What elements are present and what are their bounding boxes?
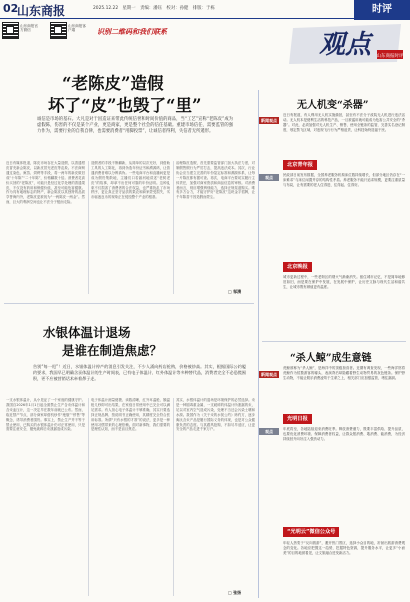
article1-headline-line2: 坏了“皮”也毁了“里” — [48, 96, 202, 115]
slogan: 识别二维码和我们联系 — [97, 28, 167, 36]
qr-code-right[interactable] — [50, 22, 67, 39]
newspaper-name: 山东商报 — [17, 4, 66, 18]
article2-col1: 一支水银体温计，从小见证了一个家庭的健康守护。我国自2026年1月1日起全面禁止生产含汞体温计和含汞血压计，这一决定早在数年前就已公布。然而，临近禁产节点，部分商家却借机炒作“绝版”“停售”等概念，诱导消费者囤货。事实上，禁止生产并不等于禁止使用，已购买的水银体温计仍可正常使用，只是需要注意安全，避免破碎后汞泄漏造成污染。 — [6, 398, 85, 432]
article1-author: □ 邹清 — [228, 289, 242, 294]
page-number: 02 — [3, 2, 19, 15]
logo-text: 观点 — [318, 30, 372, 60]
sidebar-a1-title: 无人机变“杀器” — [297, 100, 369, 111]
sidebar-sec1-tag: 观点 — [259, 174, 279, 181]
article2-headline-line2: 是谁在制造焦虑？ — [62, 343, 163, 358]
article2-headline-line1: 水银体温计退场 — [43, 325, 131, 340]
sidebar-a2-title: “杀人鲸”成生意链 — [290, 353, 372, 364]
article2-deck: 告别“每一甩”！近日，水银体温计停产的消息引发关注，不少人涌向药店抢购，价格被炒高。其实，根据国际公约履约要求，我国早已明确含汞体温计的生产时间表，已有电子体温计、红外体温计等多种替代品，消费者完全不必恐慌囤积，更不应被营销话术牵着鼻子走。 — [33, 364, 246, 381]
section-badge: 时评 — [354, 0, 410, 20]
article2-col3: 其实，水银体温计的退场是环境保护的必然选择。汞是一种剧毒重金属，一支破碎的体温计所泄漏的汞，足以对室内空气造成污染，处理不当还会污染土壤和水源。我国作为《关于汞的水俣公约》缔约方，逐步淘汰含汞产品是履行国际义务的体现，也是对公众健康负责的态度。与其跟风抢购，不如尽早适应，让更安全的产品走进千家万户。 — [176, 398, 255, 432]
article2-author: □ 张扬 — [228, 590, 242, 595]
sidebar-sec3-label: 光明日报 — [283, 414, 312, 424]
sidebar-a2-text: 虎鲸被称为“杀人鲸”，是海洋中的顶级掠食者。近期有调查发现，一些海洋馆将虎鲸作为招揽游客的噱头，表演背后却隐藏着野生动物贸易的灰色链条。保护野生动物，不能让娱乐消费凌驾于生命之上，相关部门应加强监管，堵住漏洞。 — [283, 366, 405, 380]
article2-col2: 电子体温计测量便捷、读数清晰，红外耳温枪、额温枪几秒即可出结果，在家庭日常使用中已完全可以满足需求。有人担心电子体温计不够准确，其实只要选择正规品牌、按说明书正确使用，其精度完全符合医用标准。所谓“只有水银的才准”的说法，更多是一种使用习惯带来的心理依赖。面对新事物，我们需要的是理性认知，而不是盲目焦虑。 — [91, 398, 170, 432]
article1-deck: 诚信是市场的基石。大凡是对于因造证来带此传统信誉和时间价值的商品，当“工艺”宣称“老陈皮”成为虚假陈，伤害的不仅是某个产业，更是商家，更是整个社会的信任基础。重建市场信任，需要监管的强力作为，需要行业的自我自律，也需要消费者“用脚投票”，让诚信者得利，失信者无所遁形。 — [37, 117, 233, 134]
logo-graphic-icon — [289, 22, 405, 66]
sidebar-sec2-label: 北京晚报 — [283, 262, 312, 272]
qr-code-left[interactable] — [2, 22, 19, 39]
column-logo — [289, 22, 405, 66]
sidebar-a1-tag: 新闻观点 — [261, 118, 277, 123]
article1-col3: 治理陈皮造假，首先需要监管部门加大执法力度，对制假售假行为严厉打击，提高违法成本。其次，行业协会应当建立完善的年份鉴定标准和溯源体系，让每一片陈皮都有据可查。再次，电商平台要切实履行主体责任，加强对商家资质和商品信息的审核。对消费者而言，则应增强辨别能力，选择正规渠道购买。唯有多方合力，才能守护好“老陈皮”这块金字招牌，让千年陈香不因造假而蒙尘。 — [176, 161, 255, 200]
sidebar-sec2-text: 城市更新过程中，一些老街区的烟火气渐渐消失。留住城市记忆，不是简单地修旧如旧，而是要在保护中发展，在发展中保护，让历史文脉与现代生活和谐共生，让城市既有颜值更有温度。 — [283, 275, 405, 289]
sidebar-sec1-label: 北京青年报 — [283, 160, 317, 170]
article1-col2: 造假者的手段不断翻新，从简单的以次充好，到借助工具的人工陈化，再到伪造年份证书和溯源码，让普通消费者难以分辨真伪。一些电商平台和直播间更是成为假货集散地，主播们口若悬河地讲述“老树老皮”的故事，却拿不出任何可靠的年份证明。这种乱象不仅损害了消费者的合法权益，也严重扰乱了市场秩序，更让真正坚守品质的果农和商家蒙受损失，劣币驱逐良币的现象正在侵蚀整个产业的根基。 — [91, 161, 170, 200]
column-divider — [173, 161, 174, 294]
sidebar-a2-tag: 新闻观点 — [261, 372, 277, 377]
article1-col1: 近日有媒体报道，陈皮市场存在大量造假，以普通柑皮冒充新会陈皮，以新皮冒充老皮等乱象。不法商贩通过染色、熏蒸、烘烤等手段，将一两年的新皮做旧成“十年陈”“二十年陈”，价格翻数十倍。消费者花高价买回的“老陈皮”，可能只是经过化学处理的普通果皮，不仅没有药用和保健价值，甚至可能危害健康。作为具有地理标志的特产，新会陈皮以其独特的品质享誉海内外，老陈皮更被视为“一两陈皮一两金”。然而，巨大的利润空间也让不法分子铤而走险。 — [6, 161, 85, 205]
qr-right-label: 山东商报客户端 — [68, 24, 86, 33]
column-divider — [88, 398, 89, 596]
sidebar-sec3-tag: 观点 — [259, 428, 279, 435]
sidebar-a1-text: 近日有报道，有人利用无人机实施偷拍，甚至有不法分子改装无人机进行违法活动。无人机本是便利生活的科技产品，一旦被滥用就可能成为危害公共安全的“杀器”。对此，必须加强对无人机生产、销售、使用全链条的监管，完善实名登记制度，划定禁飞区域，对违规飞行行为严格追责，让科技始终造福于民。 — [283, 113, 405, 132]
sidebar-sec1-text: 民政部日前发布数据，全国养老服务机构床位数持续增长，但部分地区仍存在“一床难求”与床位闲置并存的结构性矛盾。养老服务不能只追求规模，更要注重质量与布局，让有需要的老人住得进、住得起、住得好。 — [283, 173, 405, 187]
sidebar-sec4-text: 年轻人热衷于“反向旅游”，避开热门景区，选择小众目的地，折射出旅游消费观念的变化。各地应把握这一趋势，挖掘特色资源，提升服务水平，让更多“小而美”的目的地被看见，让文旅融合迸发新活力。 — [283, 541, 405, 555]
article1-headline-line1: “老陈皮”造假 — [62, 74, 164, 93]
article-divider — [4, 303, 254, 304]
sidebar-divider — [262, 341, 406, 342]
column-divider — [88, 161, 89, 294]
logo-sub: 山东商报时评 — [376, 54, 404, 59]
sidebar-sec3-text: 年底将至，各地陆续迎来消费旺季。释放消费潜力，既要丰富供给、提升品质，也要优化消费环境、保障消费者权益，让群众愿消费、敢消费、能消费，为经济持续回升向好注入强劲动力。 — [283, 427, 405, 441]
header-rule — [0, 18, 410, 19]
dateline: 2025.12.22 星期一 责编：潘钰 校对：孙健 排版：于栋 — [93, 6, 215, 11]
qr-left-label: 山东商报官方微信 — [20, 24, 38, 33]
sidebar-sec4-label: “光明云”微信公众号 — [283, 527, 339, 537]
column-divider — [173, 398, 174, 596]
